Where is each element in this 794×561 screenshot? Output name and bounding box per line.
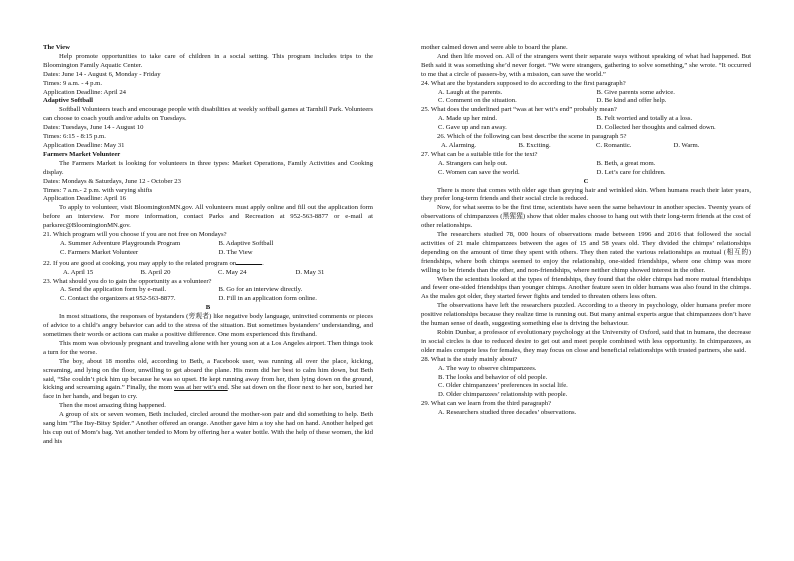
passage-c-paragraph: There is more that comes with older age than greying hair and wrinkled skin. When humans reach their later years, they prefer long-term friends and their social circle is reduced.	[421, 186, 751, 203]
softball-description: Softball Volunteers teach and encourage people with disabilities at weekly softball games at Tarnhill Park. Volunteers can choose to coach youth and/or adults on Tuesdays.	[43, 106, 373, 123]
option: A. Strangers can help out.	[438, 159, 508, 167]
option: B. Exciting.	[518, 141, 551, 149]
option: C. Contact the organizers at 952-563-8877.	[60, 295, 176, 303]
option: D. The View	[218, 248, 253, 256]
question-23: 23. What should you do to gain the opportunity as a volunteer?	[43, 277, 212, 285]
question-28: 28. What is the study mainly about?	[421, 355, 518, 363]
option: B. Adaptive Softball	[218, 239, 274, 247]
option: D. Fill in an application form online.	[218, 295, 317, 303]
market-dates: Dates: Mondays & Saturdays, June 12 - October 23	[43, 177, 181, 185]
option: D. Older chimpanzees’ relationship with people.	[438, 391, 568, 399]
option: B. April 20	[140, 268, 171, 276]
question-26: 26. Which of the following can best describe the scene in paragraph 5?	[437, 133, 627, 141]
question-25-options	[421, 115, 751, 133]
answer-blank	[236, 258, 262, 265]
option: B. Give parents some advice.	[596, 88, 675, 96]
option: C. Gave up and ran away.	[438, 124, 507, 132]
question-27-options	[421, 160, 751, 178]
softball-times: Times: 6:15 - 8:15 p.m.	[43, 133, 106, 141]
passage-c-paragraph: The researchers studied 78, 000 hours of observations made between 1996 and 2016 that followed the social activities of 21 male chimpanzees between the ages of 15 and 58 years old. They divided the chimps’ relationships depending on the amount of time they spent with others. They then rated the various relationships as mutual (相互的) friendships, where both chimps seemed to enjoy the relationship, one-sided friendships, where one chimp was more willing to be friends than the other, and non-friendships, where neither chimp showed interest in the other.	[421, 231, 751, 274]
view-deadline: Application Deadline: April 24	[43, 88, 127, 96]
option: D. Collected her thoughts and calmed down.	[596, 124, 716, 132]
right-column	[421, 44, 751, 418]
option: C. May 24	[218, 268, 247, 276]
question-26-options	[421, 142, 751, 151]
passage-b-paragraph: A group of six or seven women, Beth included, circled around the mother-son pair and did something to help. Beth sang him “The Itsy-Bitsy Spider.” Another offered an orange. Another gave him a toy she had on hand. Another helped get his cup out of Mom’s bag. Yet another tended to Mom by offering her a water bottle. With the help of these women, the kid and his	[43, 411, 373, 445]
option: A. Summer Adventure Playgrounds Program	[60, 239, 181, 247]
question-21: 21. Which program will you choose if you are not free on Mondays?	[43, 231, 227, 239]
question-22	[43, 258, 373, 269]
option: D. Be kind and offer help.	[596, 97, 667, 105]
market-description: The Farmers Market is looking for volunteers in three types: Market Operations, Family Activities and Cooking display.	[43, 159, 373, 176]
question-22-options	[43, 269, 373, 278]
question-22-end: .	[262, 259, 264, 267]
underlined-phrase: was at her wit’s end	[174, 384, 228, 392]
option: C. Farmers Market Volunteer	[60, 248, 139, 256]
option: B. The looks and behavior of old people.	[438, 373, 548, 381]
section-title-market: Farmers Market Volunteer	[43, 150, 121, 158]
option: A. Send the application form by e-mail.	[60, 286, 167, 294]
passage-c-paragraph: The observations have left the researchers puzzled. According to a theory in psychology, older humans prefer more positive relationships because they realize time is running out. But many animal experts argue that chimpanzees don’t have the human sense of death, suggesting something else is driving the behaviour.	[421, 302, 751, 328]
view-description: Help promote opportunities to take care of children in a social setting. This program includes trips to the Bloomington Family Aquatic Center.	[43, 52, 373, 69]
passage-b-paragraph: And then life moved on. All of the strangers went their separate ways without speaking of what had happened. But Beth said it was something she’d never forget. “We were strangers, gathering to solve something,” she wrote. “It occurred to me that a circle of passers-by, with a mission, can save the world.”	[421, 52, 751, 78]
left-column	[43, 44, 373, 447]
option: C. Comment on the situation.	[438, 97, 517, 105]
option: A. Laugh at the parents.	[438, 88, 503, 96]
option: A. The way to observe chimpanzees.	[438, 364, 537, 372]
question-23-options	[43, 286, 373, 304]
option: A. Alarming.	[441, 141, 477, 149]
question-27: 27. What can be a suitable title for the text?	[421, 150, 538, 158]
question-24-options	[421, 89, 751, 107]
passage-b-paragraph: In most situations, the responses of bystanders (旁观者) like negative body language, uninvited comments or pieces of advice to a child’s angry behavior can add to the stress of the situation. But sometimes bystanders’ understanding, and sometimes their words or actions can make a positive difference. One mom experienced this firsthand.	[43, 313, 373, 338]
option: B. Beth, a great mom.	[596, 159, 656, 167]
option: B. Felt worried and totally at a loss.	[596, 115, 693, 123]
market-deadline: Application Deadline: April 16	[43, 195, 127, 203]
market-times: Times: 7 a.m.- 2 p.m. with varying shifts	[43, 186, 153, 194]
option: D. Let’s care for children.	[596, 168, 666, 176]
view-dates: Dates: June 14 - August 6, Monday - Friday	[43, 70, 161, 78]
question-22-text: 22. If you are good at cooking, you may apply to the related program on	[43, 259, 237, 267]
passage-label-c: C	[583, 177, 589, 185]
question-25: 25. What does the underlined part “was at her wit’s end” probably mean?	[421, 106, 617, 114]
passage-b-paragraph: Then the most amazing thing happened.	[59, 402, 166, 410]
question-29: 29. What can we learn from the third paragraph?	[421, 400, 552, 408]
passage-label-b: B	[205, 304, 211, 312]
volunteer-info: To apply to volunteer, visit BloomingtonMN.gov. All volunteers must apply online and fill out the application form before an interview. For more information, contact Parks and Recreation at 952-563-8877 or e-mail at parksrec@BloomingtonMN.gov.	[43, 204, 373, 230]
passage-c-paragraph: Now, for what seems to be the first time, scientists have seen the same behaviour in another species. Twenty years of observations of chimpanzees (黑猩猩) show that older males choose to hang out with their long-term friends at the cost of other relationships.	[421, 204, 751, 230]
softball-deadline: Application Deadline: May 31	[43, 141, 125, 149]
view-times: Times: 9 a.m. - 4 p.m.	[43, 79, 103, 87]
passage-c-paragraph: When the scientists looked at the types of friendships, they found that the older chimps had more mutual friendships and fewer one-sided friendships than younger chimps. Another feature seen in older humans was also found in the chimps. As the males got older, they started fewer fights and tended to threaten others less often.	[421, 275, 751, 301]
option: A. Made up her mind.	[438, 115, 498, 123]
passage-b-paragraph: This mom was obviously pregnant and traveling alone with her young son at a Los Angeles airport. Then things took a turn for the worse.	[43, 339, 373, 356]
question-21-options	[43, 240, 373, 258]
passage-b-continued: mother calmed down and were able to board the plane.	[421, 44, 568, 51]
option: B. Go for an interview directly.	[218, 286, 303, 294]
softball-dates: Dates: Tuesdays, June 14 - August 10	[43, 124, 144, 132]
paragraph-text: The boy, about 18 months old, according to Beth, a Facebook user, was running all over the place, kicking, screaming, and lying on the floor, unwilling to get aboard the plane. His mom did her best to calm him down, but Beth said, “She couldn’t pick him up because he was so upset. He kept running away from her, then lying down on the ground, kicking and screaming again.” Finally, the mom	[43, 357, 373, 392]
option: C. Women can save the world.	[438, 168, 520, 176]
option: D. May 31	[295, 268, 325, 276]
option: C. Older chimpanzees’ preferences in social life.	[438, 382, 568, 390]
passage-c-paragraph: Robin Dunbar, a professor of evolutionary psychology at the University of Oxford, said that in humans, the decrease in social circles is due to reduced desire to get out and meet people combined with less opportunity. In chimpanzees, as older males compete less for females, they may focus on close and beneficial relationships with trusted partners, she said.	[421, 329, 751, 354]
option: A. Researchers studied three decades’ observations.	[438, 409, 577, 417]
paragraph-text: . She sat down on the floor next to her son, buried her face in her hands, and began to cry.	[43, 384, 373, 401]
passage-b-paragraph	[43, 358, 373, 403]
section-title-softball: Adaptive Softball	[43, 97, 93, 105]
option: C. Romantic.	[596, 141, 632, 149]
section-title-view: The View	[43, 44, 70, 51]
option: A. April 15	[63, 268, 94, 276]
option: D. Warm.	[673, 141, 700, 149]
question-24: 24. What are the bystanders supposed to do according to the first paragraph?	[421, 79, 626, 87]
